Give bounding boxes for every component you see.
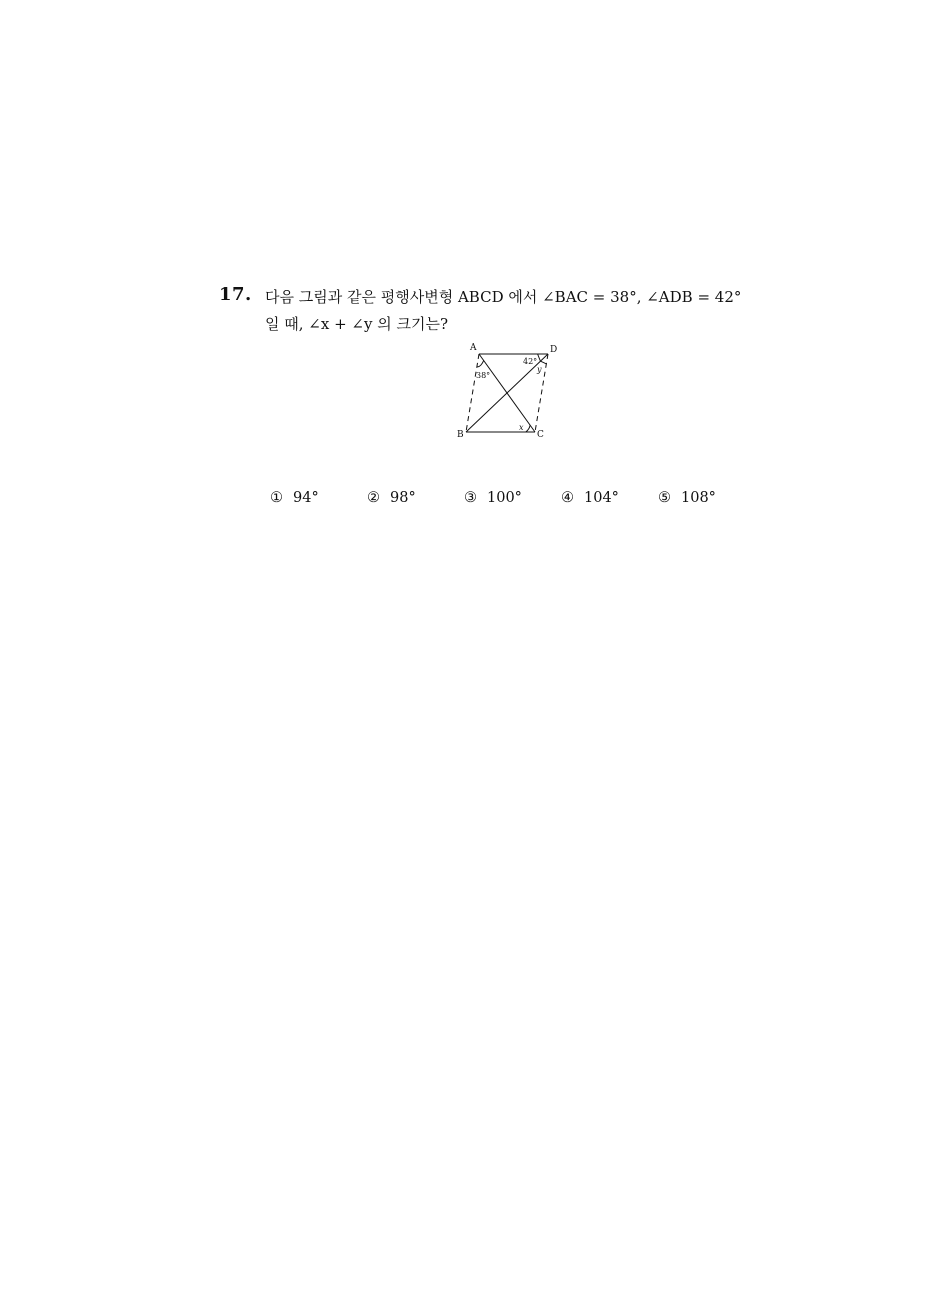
choice-3-marker: ③ [464, 490, 477, 506]
choice-2-text: 98° [390, 490, 416, 506]
choice-5-marker: ⑤ [658, 490, 671, 506]
choice-2[interactable] [367, 490, 416, 506]
choice-4-marker: ④ [561, 490, 574, 506]
angle-bac-arc [477, 361, 484, 367]
choice-4-text: 104° [584, 490, 619, 506]
answer-choices [270, 490, 740, 512]
choice-1-marker: ① [270, 490, 283, 506]
choice-2-marker: ② [367, 490, 380, 506]
choice-3[interactable] [464, 490, 522, 506]
parallelogram-diagram [450, 342, 570, 444]
choice-1[interactable] [270, 490, 319, 506]
vertex-label-d: D [550, 345, 558, 355]
angle-adb-arc [538, 354, 541, 361]
angle-x-arc [526, 425, 530, 432]
choice-3-text: 100° [487, 490, 522, 506]
angle-label-x: x [519, 423, 524, 432]
angle-label-bac: 38° [476, 371, 491, 380]
problem-statement-line1: 다음 그림과 같은 평행사변형 ABCD 에서 ∠BAC = 38°, ∠ADB = 42° [265, 288, 742, 306]
vertex-label-c: C [537, 430, 544, 440]
choice-5-text: 108° [681, 490, 716, 506]
angle-y-arc [541, 361, 547, 364]
parallelogram-figure [450, 342, 570, 444]
angle-label-adb: 42° [523, 357, 538, 366]
side-ab [466, 354, 479, 432]
vertex-label-b: B [457, 430, 464, 440]
choice-4[interactable] [561, 490, 619, 506]
problem-statement-line2: 일 때, ∠x + ∠y 의 크기는? [265, 315, 448, 333]
choice-5[interactable] [658, 490, 716, 506]
vertex-label-a: A [470, 343, 477, 353]
problem-number: 17. [219, 284, 252, 305]
angle-label-y: y [537, 365, 542, 374]
choice-1-text: 94° [293, 490, 319, 506]
